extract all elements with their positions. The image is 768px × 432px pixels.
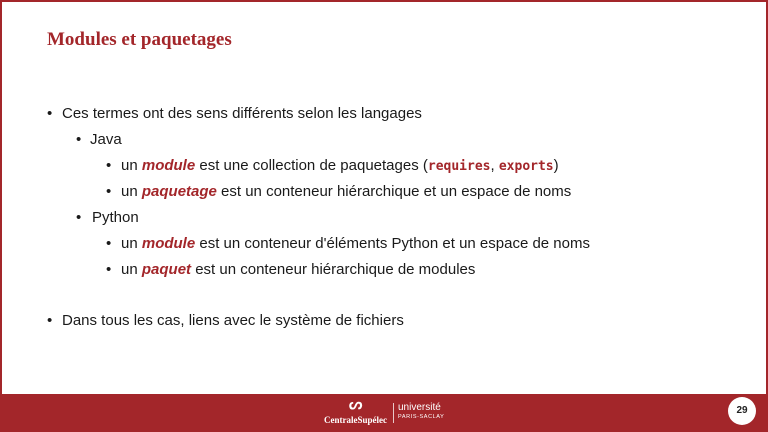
text-segment: , [490, 157, 499, 174]
text-segment: un [121, 235, 142, 252]
text-segment: est un conteneur d'éléments Python et un espace de noms [195, 235, 590, 252]
bullet-filesystem: Dans tous les cas, liens avec le système de fichiers [62, 312, 404, 329]
text-segment: est un conteneur hiérarchique et un espace de noms [216, 183, 572, 200]
text-segment: un [121, 261, 142, 278]
code-exports: exports [498, 159, 554, 174]
page-number: 29 [728, 397, 756, 425]
paris-saclay-line1: université [398, 402, 441, 413]
bullet-dot: • [47, 105, 53, 122]
text-segment: est un conteneur hiérarchique de modules [191, 261, 476, 278]
centralesupelec-name: CentraleSupélec [324, 415, 387, 425]
text-segment: un [121, 183, 142, 200]
bullet-python-module [121, 235, 590, 253]
paris-saclay-logo [398, 403, 444, 421]
keyword-module: module [141, 235, 196, 252]
logo-divider [393, 403, 394, 423]
bullet-dot: • [47, 312, 53, 329]
bullet-python-paquet [121, 261, 475, 279]
bullet-java-paquetage [121, 183, 571, 201]
centralesupelec-mark-icon: ᔕ [349, 396, 363, 413]
text-segment: ) [553, 157, 559, 174]
bullet-dot: • [106, 183, 112, 200]
keyword-paquet: paquet [141, 261, 192, 278]
bullet-java-module [121, 157, 559, 176]
code-requires: requires [427, 159, 491, 174]
bullet-dot: • [76, 209, 82, 226]
text-segment: est une collection de paquetages ( [195, 157, 428, 174]
bullet-languages: Ces termes ont des sens différents selon les langages [62, 105, 422, 122]
paris-saclay-line2: PARIS-SACLAY [398, 414, 445, 420]
footer-bar [2, 394, 766, 430]
keyword-module: module [141, 157, 196, 174]
bullet-dot: • [106, 235, 112, 252]
slide-title: Modules et paquetages [47, 29, 232, 50]
bullet-python: Python [92, 209, 139, 226]
bullet-java: Java [90, 131, 122, 148]
bullet-dot: • [106, 261, 112, 278]
bullet-dot: • [76, 131, 82, 148]
text-segment: un [121, 157, 142, 174]
bullet-dot: • [106, 157, 112, 174]
keyword-paquetage: paquetage [141, 183, 217, 200]
centralesupelec-logo [324, 398, 390, 426]
